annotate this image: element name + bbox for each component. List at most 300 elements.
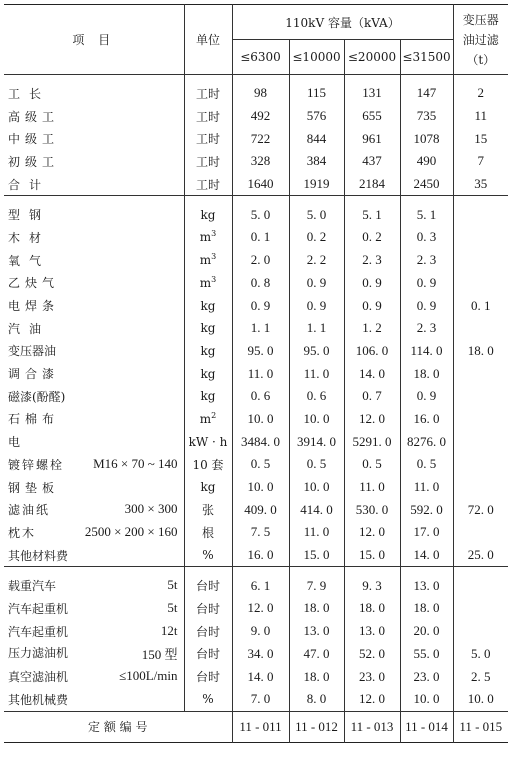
- item-name-cell: [4, 408, 184, 431]
- capacity-value: 10. 0: [232, 476, 289, 499]
- item-name: 压力滤油机: [8, 646, 69, 661]
- unit-superscript: 3: [211, 229, 217, 239]
- material-row: [4, 272, 508, 295]
- spacer-cell: [289, 75, 344, 83]
- spacer-cell: [400, 196, 453, 204]
- item-name-cell: [4, 317, 184, 340]
- material-row: [4, 203, 508, 226]
- item-name-cell: [4, 203, 184, 226]
- unit-cell: [184, 453, 232, 476]
- header-cap-col: ≤6300: [232, 40, 289, 75]
- capacity-value: 9. 3: [344, 574, 400, 597]
- header-unit: 单位: [184, 5, 232, 75]
- capacity-value: 14. 0: [400, 544, 453, 567]
- capacity-value: 0. 7: [344, 385, 400, 408]
- item-name: 枕木: [8, 525, 37, 540]
- capacity-value: 11. 0: [400, 476, 453, 499]
- material-row: [4, 544, 508, 567]
- item-name-cell: [4, 453, 184, 476]
- spacer-cell: [344, 196, 400, 204]
- capacity-value: 0. 8: [232, 272, 289, 295]
- capacity-value: 5. 0: [289, 203, 344, 226]
- capacity-value: 0. 5: [400, 453, 453, 476]
- header-cap-col: ≤10000: [289, 40, 344, 75]
- capacity-value: 106. 0: [344, 340, 400, 363]
- capacity-value: 0. 9: [400, 294, 453, 317]
- item-name-cell: [4, 127, 184, 150]
- capacity-value: 0. 2: [289, 226, 344, 249]
- capacity-value: 1640: [232, 173, 289, 196]
- unit-label: 工时: [195, 154, 220, 169]
- material-row: [4, 498, 508, 521]
- capacity-value: 13. 0: [289, 620, 344, 643]
- unit-cell: [184, 105, 232, 128]
- unit-label: %: [202, 692, 214, 707]
- quota-code: 11 - 011: [232, 711, 289, 742]
- unit-cell: [184, 385, 232, 408]
- unit-label: 工时: [195, 132, 220, 147]
- unit-label: kg: [200, 207, 216, 222]
- unit-cell: [184, 643, 232, 666]
- capacity-value: 114. 0: [400, 340, 453, 363]
- capacity-value: 7. 0: [232, 688, 289, 711]
- capacity-value: 0. 6: [289, 385, 344, 408]
- capacity-value: 23. 0: [344, 665, 400, 688]
- material-row: [4, 453, 508, 476]
- capacity-value: 16. 0: [400, 408, 453, 431]
- item-name: 木材: [8, 230, 51, 245]
- capacity-value: 0. 9: [289, 294, 344, 317]
- capacity-value: 14. 0: [344, 362, 400, 385]
- unit-label: kg: [200, 366, 216, 381]
- capacity-value: 2450: [400, 173, 453, 196]
- oil-filter-value: 2. 5: [453, 665, 508, 688]
- item-name: 汽车起重机: [8, 601, 69, 616]
- machinery-row: [4, 597, 508, 620]
- item-name-cell: [4, 620, 184, 643]
- section-spacer: [4, 196, 508, 204]
- item-spec: 150 型: [141, 647, 178, 663]
- header-cap-col: ≤20000: [344, 40, 400, 75]
- unit-cell: [184, 203, 232, 226]
- capacity-value: 5. 1: [400, 203, 453, 226]
- capacity-value: 11. 0: [344, 476, 400, 499]
- capacity-value: 592. 0: [400, 498, 453, 521]
- unit-cell: [184, 476, 232, 499]
- unit-label: 台时: [195, 670, 220, 685]
- capacity-value: 576: [289, 105, 344, 128]
- capacity-value: 34. 0: [232, 643, 289, 666]
- item-name: 变压器油: [8, 344, 57, 359]
- unit-cell: [184, 150, 232, 173]
- oil-filter-value: 72. 0: [453, 498, 508, 521]
- machinery-row: [4, 643, 508, 666]
- item-name: 真空滤油机: [8, 670, 69, 685]
- labor-row: [4, 82, 508, 105]
- machinery-row: [4, 688, 508, 711]
- capacity-value: 2. 3: [400, 249, 453, 272]
- unit-label: 台时: [195, 624, 220, 639]
- unit-label: m: [199, 230, 212, 245]
- capacity-value: 735: [400, 105, 453, 128]
- oil-filter-value: [453, 203, 508, 226]
- unit-label: 工时: [195, 86, 220, 101]
- capacity-value: 52. 0: [344, 643, 400, 666]
- spacer-cell: [232, 196, 289, 204]
- item-name-cell: [4, 665, 184, 688]
- oil-filter-value: [453, 476, 508, 499]
- item-name-cell: [4, 226, 184, 249]
- material-row: [4, 385, 508, 408]
- item-name-cell: [4, 105, 184, 128]
- quota-code: 11 - 012: [289, 711, 344, 742]
- capacity-value: 409. 0: [232, 498, 289, 521]
- item-name: 初级工: [8, 154, 60, 169]
- spacer-cell: [184, 567, 232, 575]
- header-oil-line2: 油过滤: [462, 32, 499, 47]
- unit-cell: [184, 408, 232, 431]
- unit-label: kW · h: [188, 434, 228, 449]
- material-row: [4, 317, 508, 340]
- unit-label: kg: [200, 480, 216, 495]
- item-spec: 5t: [167, 599, 178, 615]
- spacer-cell: [232, 75, 289, 83]
- capacity-value: 0. 3: [400, 226, 453, 249]
- unit-label: kg: [200, 389, 216, 404]
- quota-table: [4, 4, 508, 743]
- section-spacer: [4, 75, 508, 83]
- item-name: 工长: [8, 86, 51, 101]
- oil-filter-value: 2: [453, 82, 508, 105]
- item-name-cell: [4, 173, 184, 196]
- spacer-cell: [289, 567, 344, 575]
- oil-filter-value: [453, 597, 508, 620]
- capacity-value: 13. 0: [344, 620, 400, 643]
- oil-filter-value: [453, 362, 508, 385]
- spacer-cell: [400, 75, 453, 83]
- unit-label: 工时: [195, 109, 220, 124]
- unit-cell: [184, 597, 232, 620]
- quota-code: 11 - 014: [400, 711, 453, 742]
- unit-label: m: [199, 411, 212, 426]
- item-spec: M16 × 70 ~ 140: [93, 455, 178, 471]
- capacity-value: 844: [289, 127, 344, 150]
- capacity-value: 414. 0: [289, 498, 344, 521]
- oil-filter-value: [453, 574, 508, 597]
- capacity-value: 10. 0: [289, 408, 344, 431]
- capacity-value: 95. 0: [289, 340, 344, 363]
- capacity-value: 0. 9: [232, 294, 289, 317]
- item-name-cell: [4, 385, 184, 408]
- capacity-value: 16. 0: [232, 544, 289, 567]
- capacity-value: 115: [289, 82, 344, 105]
- unit-label: 张: [201, 503, 214, 518]
- material-row: [4, 521, 508, 544]
- spacer-cell: [453, 567, 508, 575]
- oil-filter-value: [453, 317, 508, 340]
- item-name-cell: [4, 362, 184, 385]
- capacity-value: 961: [344, 127, 400, 150]
- capacity-value: 12. 0: [232, 597, 289, 620]
- item-name-cell: [4, 476, 184, 499]
- unit-label: m: [199, 275, 212, 290]
- unit-cell: [184, 82, 232, 105]
- material-row: [4, 340, 508, 363]
- item-name: 乙炔气: [8, 276, 60, 291]
- capacity-value: 6. 1: [232, 574, 289, 597]
- capacity-value: 2. 0: [232, 249, 289, 272]
- capacity-value: 2. 3: [400, 317, 453, 340]
- item-name-cell: [4, 643, 184, 666]
- unit-label: 10 套: [192, 457, 224, 472]
- footer-row: [4, 711, 508, 742]
- machinery-row: [4, 574, 508, 597]
- item-name: 电: [8, 435, 30, 450]
- material-row: [4, 430, 508, 453]
- capacity-value: 12. 0: [344, 688, 400, 711]
- capacity-value: 18. 0: [400, 597, 453, 620]
- oil-filter-value: 25. 0: [453, 544, 508, 567]
- capacity-value: 0. 9: [400, 385, 453, 408]
- oil-filter-value: 7: [453, 150, 508, 173]
- unit-cell: [184, 574, 232, 597]
- capacity-value: 1919: [289, 173, 344, 196]
- material-row: [4, 294, 508, 317]
- item-name-cell: [4, 574, 184, 597]
- unit-label: kg: [200, 298, 216, 313]
- unit-superscript: 2: [211, 410, 217, 420]
- unit-label: 台时: [195, 601, 220, 616]
- capacity-value: 23. 0: [400, 665, 453, 688]
- capacity-value: 11. 0: [289, 521, 344, 544]
- item-name-cell: [4, 249, 184, 272]
- oil-filter-value: [453, 272, 508, 295]
- capacity-value: 8276. 0: [400, 430, 453, 453]
- unit-label: 台时: [195, 647, 220, 662]
- unit-cell: [184, 498, 232, 521]
- unit-cell: [184, 226, 232, 249]
- unit-label: kg: [200, 321, 216, 336]
- header-oil-filter: [453, 5, 508, 75]
- labor-row: [4, 150, 508, 173]
- unit-superscript: 3: [211, 252, 217, 262]
- item-name: 磁漆(酚醛): [8, 389, 66, 404]
- spacer-cell: [400, 567, 453, 575]
- unit-label: m: [199, 253, 212, 268]
- oil-filter-value: 5. 0: [453, 643, 508, 666]
- spacer-cell: [344, 567, 400, 575]
- capacity-value: 147: [400, 82, 453, 105]
- oil-filter-value: [453, 620, 508, 643]
- material-row: [4, 226, 508, 249]
- header-capacity-title: 110kV 容量（kVA）: [232, 5, 453, 40]
- unit-label: %: [202, 548, 214, 563]
- capacity-value: 98: [232, 82, 289, 105]
- capacity-value: 11. 0: [289, 362, 344, 385]
- oil-filter-value: 15: [453, 127, 508, 150]
- machinery-row: [4, 620, 508, 643]
- capacity-value: 1. 2: [344, 317, 400, 340]
- header-item: 项 目: [72, 33, 116, 47]
- capacity-value: 0. 2: [344, 226, 400, 249]
- capacity-value: 13. 0: [400, 574, 453, 597]
- spacer-cell: [453, 75, 508, 83]
- capacity-value: 0. 6: [232, 385, 289, 408]
- capacity-value: 5. 1: [344, 203, 400, 226]
- unit-cell: [184, 317, 232, 340]
- capacity-value: 0. 9: [344, 294, 400, 317]
- capacity-value: 55. 0: [400, 643, 453, 666]
- item-name: 石棉布: [8, 412, 60, 427]
- capacity-value: 10. 0: [400, 688, 453, 711]
- item-name: 载重汽车: [8, 579, 57, 594]
- item-name: 钢垫板: [8, 480, 60, 495]
- quota-code: 11 - 013: [344, 711, 400, 742]
- unit-label: 根: [201, 525, 214, 540]
- capacity-value: 131: [344, 82, 400, 105]
- item-name: 合计: [8, 177, 51, 192]
- capacity-value: 328: [232, 150, 289, 173]
- item-name-cell: [4, 544, 184, 567]
- capacity-value: 95. 0: [232, 340, 289, 363]
- spacer-cell: [4, 567, 184, 575]
- item-name-cell: [4, 150, 184, 173]
- item-name-cell: [4, 340, 184, 363]
- quota-code: 11 - 015: [453, 711, 508, 742]
- capacity-value: 18. 0: [289, 665, 344, 688]
- unit-cell: [184, 294, 232, 317]
- machinery-row: [4, 665, 508, 688]
- capacity-value: 0. 1: [232, 226, 289, 249]
- capacity-value: 15. 0: [344, 544, 400, 567]
- capacity-value: 3914. 0: [289, 430, 344, 453]
- item-spec: ≤100L/min: [119, 668, 178, 684]
- oil-filter-value: 10. 0: [453, 688, 508, 711]
- item-name-cell: [4, 597, 184, 620]
- item-name: 调合漆: [8, 367, 60, 382]
- capacity-value: 722: [232, 127, 289, 150]
- header-oil-line3: （t）: [466, 52, 496, 67]
- capacity-value: 18. 0: [400, 362, 453, 385]
- item-name: 滤油纸: [8, 503, 51, 518]
- unit-cell: [184, 173, 232, 196]
- spacer-cell: [289, 196, 344, 204]
- unit-cell: [184, 249, 232, 272]
- oil-filter-value: [453, 453, 508, 476]
- capacity-value: 10. 0: [289, 476, 344, 499]
- oil-filter-value: [453, 385, 508, 408]
- item-name: 其他机械费: [8, 692, 69, 707]
- capacity-value: 8. 0: [289, 688, 344, 711]
- capacity-value: 7. 5: [232, 521, 289, 544]
- capacity-value: 3484. 0: [232, 430, 289, 453]
- capacity-value: 0. 5: [289, 453, 344, 476]
- capacity-value: 437: [344, 150, 400, 173]
- unit-cell: [184, 544, 232, 567]
- unit-superscript: 3: [211, 274, 217, 284]
- item-name: 中级工: [8, 132, 60, 147]
- spacer-cell: [184, 196, 232, 204]
- oil-filter-value: 35: [453, 173, 508, 196]
- material-row: [4, 408, 508, 431]
- quota-table-sheet: [4, 4, 508, 757]
- spacer-cell: [4, 196, 184, 204]
- capacity-value: 2. 2: [289, 249, 344, 272]
- capacity-value: 9. 0: [232, 620, 289, 643]
- unit-label: 工时: [195, 177, 220, 192]
- labor-row: [4, 173, 508, 196]
- unit-cell: [184, 340, 232, 363]
- unit-cell: [184, 430, 232, 453]
- spacer-cell: [184, 75, 232, 83]
- capacity-value: 530. 0: [344, 498, 400, 521]
- item-name: 型钢: [8, 208, 51, 223]
- section-spacer: [4, 567, 508, 575]
- material-row: [4, 249, 508, 272]
- spacer-cell: [4, 75, 184, 83]
- unit-label: kg: [200, 343, 216, 358]
- capacity-value: 1078: [400, 127, 453, 150]
- capacity-value: 20. 0: [400, 620, 453, 643]
- item-name-cell: [4, 430, 184, 453]
- item-spec: 12t: [160, 622, 178, 638]
- header-row-1: [4, 5, 508, 40]
- oil-filter-value: [453, 430, 508, 453]
- capacity-value: 7. 9: [289, 574, 344, 597]
- header-oil-line1: 变压器: [462, 12, 499, 27]
- capacity-value: 0. 9: [344, 272, 400, 295]
- item-name: 其他材料费: [8, 548, 69, 563]
- capacity-value: 1. 1: [232, 317, 289, 340]
- capacity-value: 17. 0: [400, 521, 453, 544]
- capacity-value: 15. 0: [289, 544, 344, 567]
- item-spec: 5t: [167, 577, 178, 593]
- oil-filter-value: 18. 0: [453, 340, 508, 363]
- unit-cell: [184, 127, 232, 150]
- unit-cell: [184, 688, 232, 711]
- capacity-value: 2. 3: [344, 249, 400, 272]
- item-spec: 2500 × 200 × 160: [84, 523, 178, 539]
- labor-row: [4, 105, 508, 128]
- capacity-value: 0. 9: [289, 272, 344, 295]
- oil-filter-value: 0. 1: [453, 294, 508, 317]
- capacity-value: 12. 0: [344, 521, 400, 544]
- item-name: 氧气: [8, 253, 51, 268]
- item-spec: 300 × 300: [124, 501, 178, 517]
- capacity-value: 0. 5: [232, 453, 289, 476]
- capacity-value: 10. 0: [232, 408, 289, 431]
- oil-filter-value: [453, 408, 508, 431]
- oil-filter-value: [453, 521, 508, 544]
- unit-label: 台时: [195, 579, 220, 594]
- unit-cell: [184, 272, 232, 295]
- spacer-cell: [344, 75, 400, 83]
- oil-filter-value: [453, 249, 508, 272]
- capacity-value: 5291. 0: [344, 430, 400, 453]
- capacity-value: 11. 0: [232, 362, 289, 385]
- oil-filter-value: 11: [453, 105, 508, 128]
- item-name-cell: [4, 272, 184, 295]
- capacity-value: 0. 5: [344, 453, 400, 476]
- item-name-cell: [4, 294, 184, 317]
- capacity-value: 384: [289, 150, 344, 173]
- material-row: [4, 476, 508, 499]
- unit-cell: [184, 620, 232, 643]
- header-cap-col: ≤31500: [400, 40, 453, 75]
- spacer-cell: [453, 196, 508, 204]
- item-name-cell: [4, 521, 184, 544]
- item-name-cell: [4, 498, 184, 521]
